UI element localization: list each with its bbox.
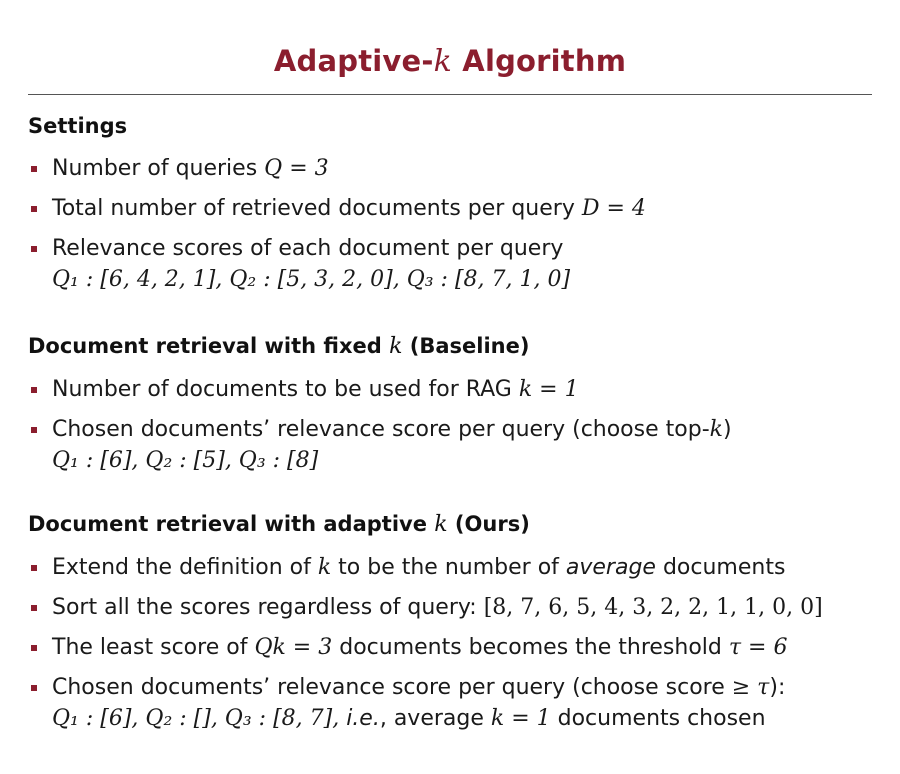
fixed-bullet-rag: [28, 374, 878, 405]
queries-math: Q = 3: [264, 156, 329, 181]
adaptive-k-heading: [28, 512, 878, 537]
definition-text-2: to be the number of: [331, 555, 566, 580]
adaptive-heading-suffix: (Ours): [447, 512, 530, 536]
relevance-text: Relevance scores of each document per query: [52, 236, 564, 261]
rag-text: Number of documents to be used for RAG: [52, 377, 519, 402]
adaptive-chosen-text-2: ):: [769, 675, 786, 700]
threshold-text-2: documents becomes the threshold: [332, 635, 729, 660]
sort-text: Sort all the scores regardless of query:: [52, 595, 484, 620]
adaptive-chosen-line-2: [52, 703, 878, 734]
fixed-k-heading: [28, 334, 878, 359]
fixed-chosen-close: ): [722, 417, 732, 442]
threshold-math-1: Qk = 3: [254, 635, 333, 660]
adaptive-k-section: [28, 512, 878, 743]
adaptive-chosen-math: Q₁ : [6], Q₂ : [], Q₃ : [8, 7],: [52, 706, 340, 731]
definition-text-3: documents: [655, 555, 786, 580]
adaptive-heading-prefix: Document retrieval with adaptive: [28, 512, 435, 536]
fixed-heading-prefix: Document retrieval with fixed: [28, 334, 390, 358]
definition-text-1: Extend the definition of: [52, 555, 318, 580]
queries-text: Number of queries: [52, 156, 265, 181]
definition-average: average: [565, 555, 656, 580]
settings-bullet-queries: [28, 153, 878, 184]
slide-title: [0, 44, 900, 79]
documents-math: D = 4: [581, 196, 646, 221]
relevance-math: Q₁ : [6, 4, 2, 1], Q₂ : [5, 3, 2, 0], Q₃ : [8, 7, 1, 0]: [52, 267, 571, 292]
fixed-chosen-text-line: [52, 414, 878, 445]
adaptive-chosen-line-1: [52, 672, 878, 703]
title-k-variable: k: [433, 44, 452, 79]
fixed-k-section: [28, 334, 878, 485]
settings-bullet-relevance: [28, 233, 878, 295]
title-divider: [28, 94, 872, 95]
fixed-chosen-text: Chosen documents’ relevance score per query (choose top-: [52, 417, 710, 442]
fixed-heading-suffix: (Baseline): [402, 334, 530, 358]
fixed-chosen-k: k: [709, 417, 723, 442]
settings-section: [28, 114, 878, 304]
fixed-heading-k: k: [389, 334, 403, 359]
adaptive-bullet-definition: [28, 552, 878, 583]
adaptive-heading-k: k: [434, 512, 448, 537]
title-prefix: Adaptive-: [273, 44, 434, 78]
documents-text: Total number of retrieved documents per query: [52, 196, 582, 221]
definition-k: k: [317, 555, 332, 580]
fixed-chosen-math: Q₁ : [6], Q₂ : [5], Q₃ : [8]: [52, 448, 319, 473]
rag-math: k = 1: [518, 377, 579, 402]
adaptive-chosen-text-4: documents chosen: [550, 706, 766, 731]
adaptive-bullet-sort: [28, 592, 878, 623]
settings-bullet-documents: [28, 193, 878, 224]
adaptive-chosen-text-3: , average: [379, 706, 491, 731]
adaptive-chosen-text-1: Chosen documents’ relevance score per query (choose score: [52, 675, 732, 700]
adaptive-chosen-k-math: k = 1: [490, 706, 551, 731]
adaptive-bullet-threshold: [28, 632, 878, 663]
sort-math: [8, 7, 6, 5, 4, 3, 2, 2, 1, 1, 0, 0]: [483, 595, 823, 620]
title-suffix: Algorithm: [452, 44, 627, 78]
adaptive-chosen-geq: ≥ τ: [731, 675, 770, 700]
adaptive-bullet-chosen: [28, 672, 878, 734]
adaptive-chosen-ie: i.e.: [339, 706, 380, 731]
threshold-math-2: τ = 6: [728, 635, 788, 660]
threshold-text-1: The least score of: [52, 635, 255, 660]
fixed-bullet-chosen: [28, 414, 878, 476]
settings-heading: Settings: [28, 114, 128, 138]
